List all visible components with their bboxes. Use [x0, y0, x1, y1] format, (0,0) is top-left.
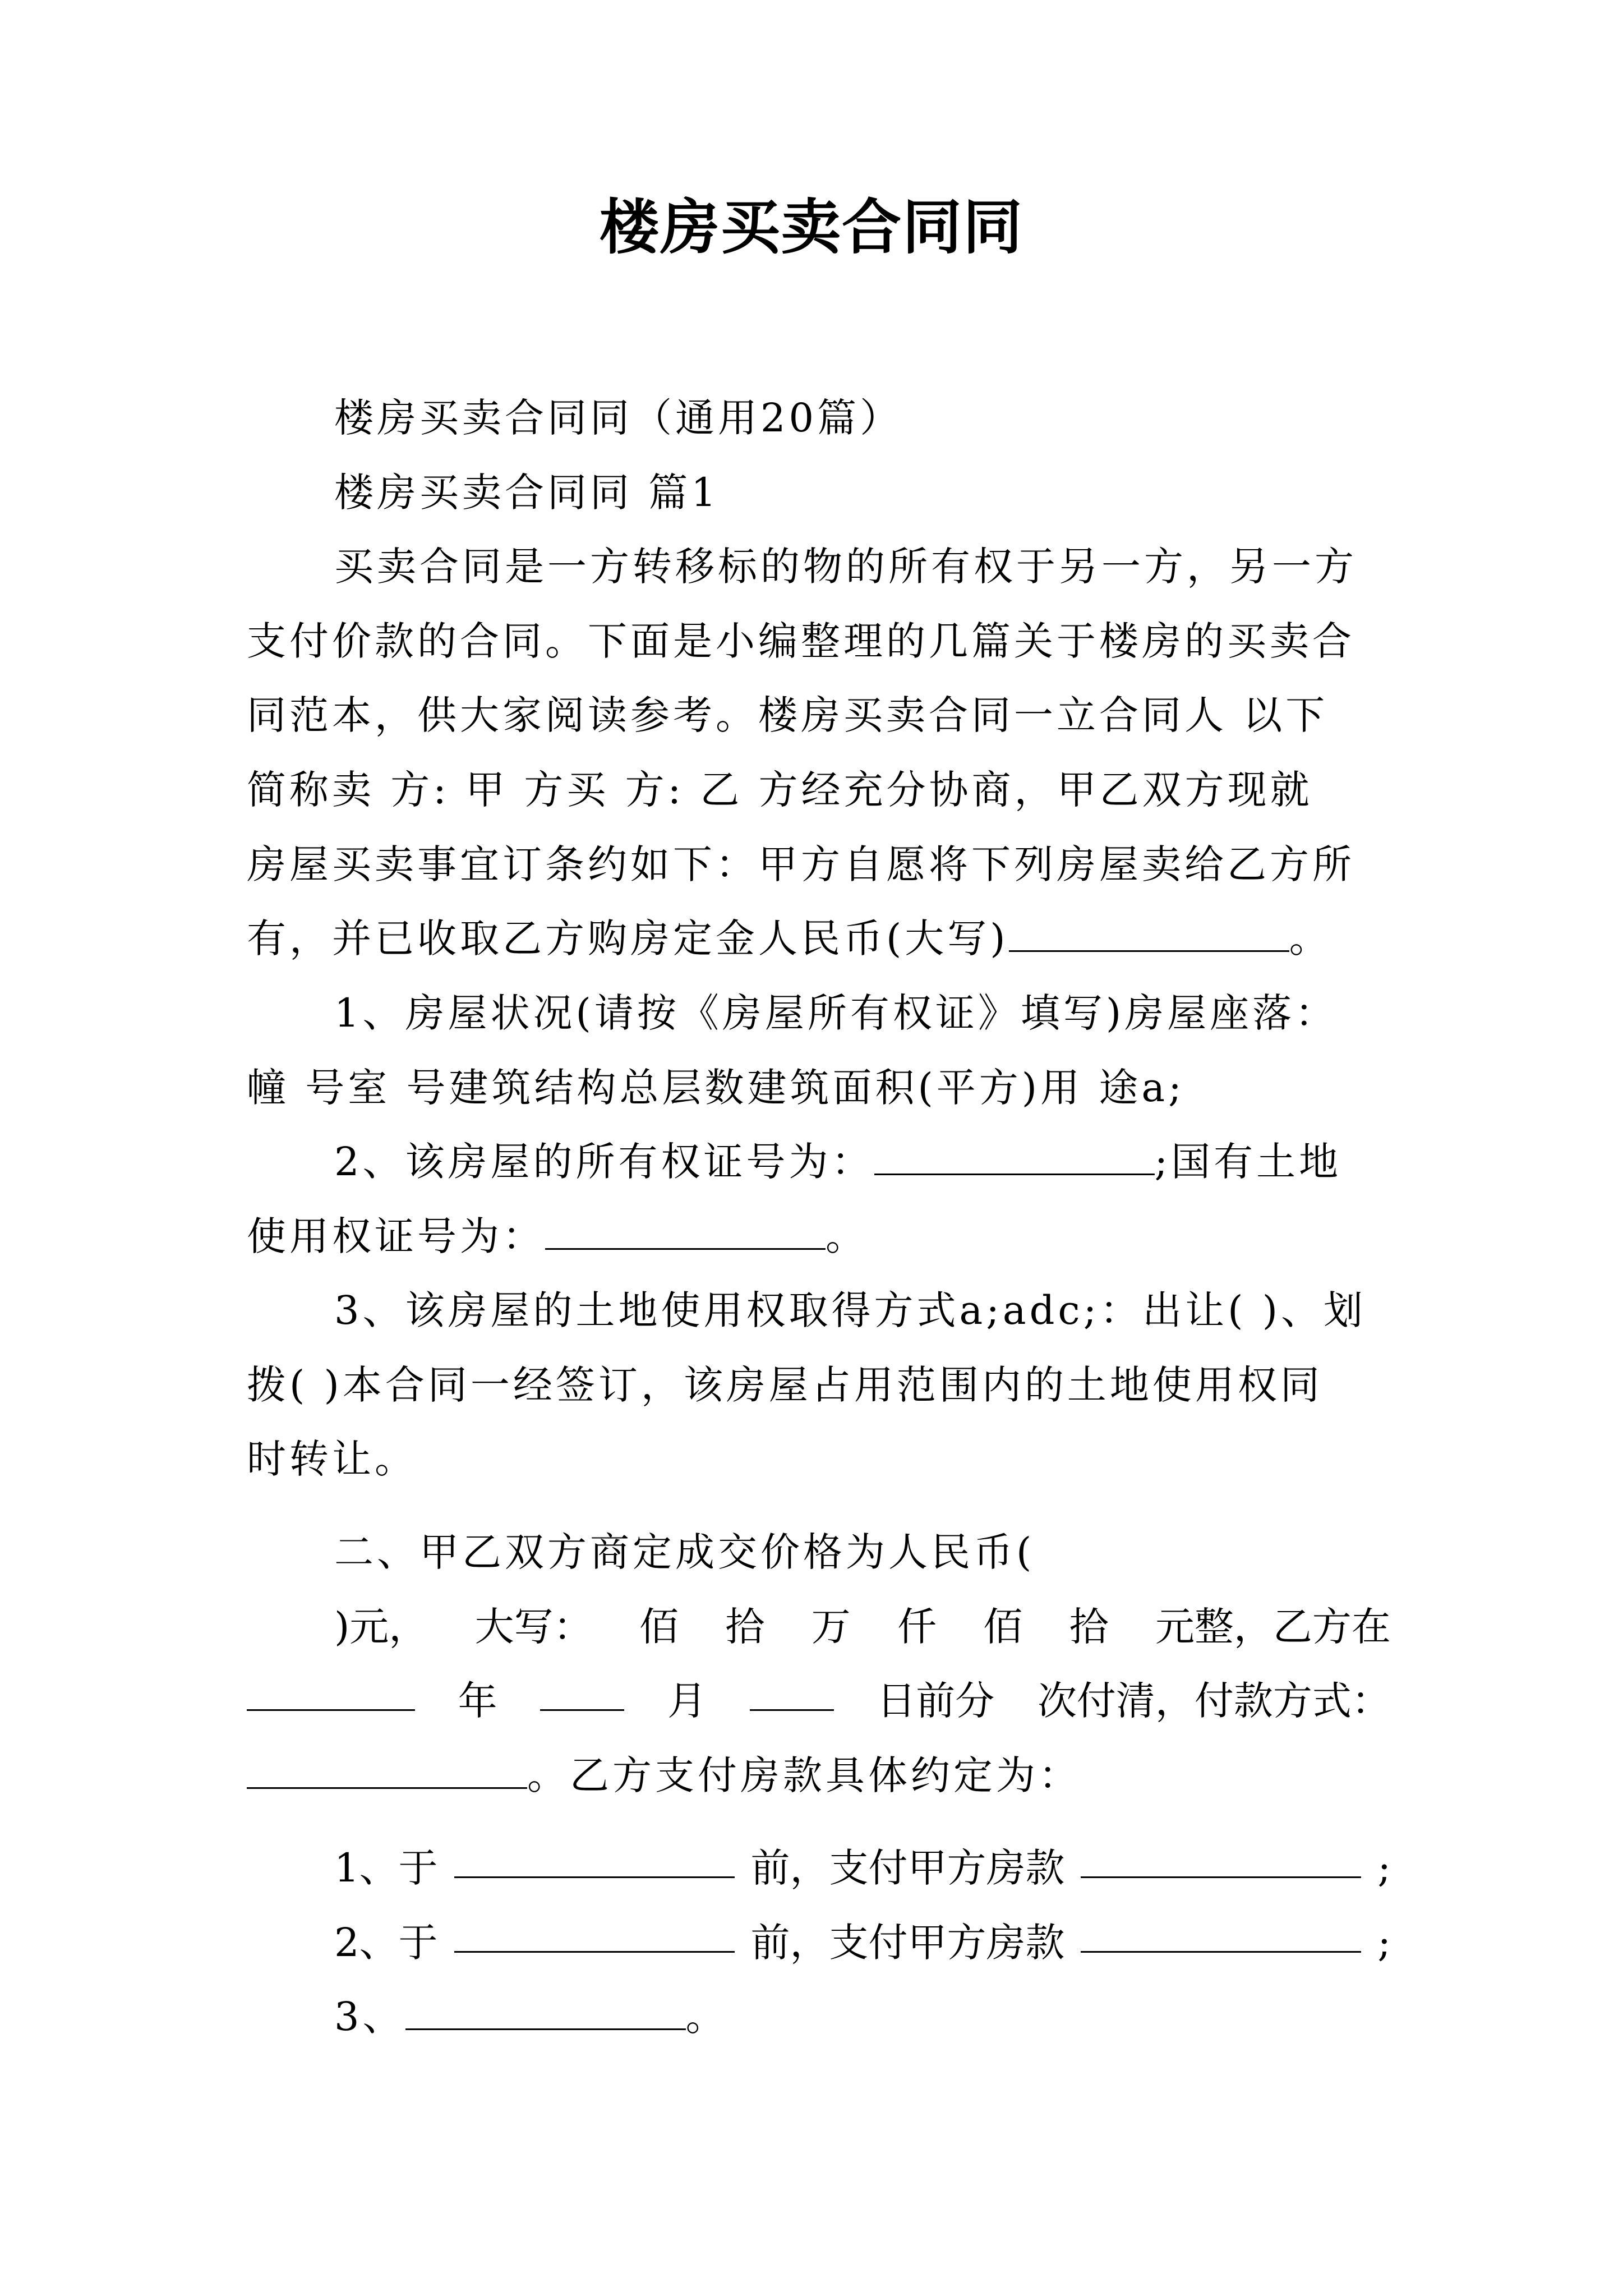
paragraph-line: 同范本，供大家阅读参考。楼房买卖合同一立合同人 以下	[247, 692, 1329, 738]
price-text: 佰	[639, 1604, 679, 1650]
clause-line: 时转让。	[247, 1436, 417, 1482]
paragraph-text: 有，并已收取乙方购房定金人民币(大写)	[247, 915, 1009, 961]
clause-line	[334, 1131, 1341, 1193]
fill-in-blank	[1009, 911, 1289, 952]
price-text: 年	[458, 1678, 497, 1724]
price-text: 。乙方支付房款具体约定为：	[527, 1752, 1081, 1798]
clause-line: 3、该房屋的土地使用权取得方式a;adc;：出让( )、划	[334, 1287, 1367, 1333]
price-text: 拾	[1069, 1604, 1109, 1650]
clause-text: 使用权证号为：	[247, 1213, 545, 1259]
price-clause-line	[247, 1745, 1081, 1806]
payment-line	[334, 1912, 1391, 1973]
payment-text: ;	[1377, 1845, 1391, 1891]
price-text: 仟	[897, 1604, 937, 1650]
clause-text: ;国有土地	[1154, 1139, 1342, 1185]
price-text: )元，	[334, 1604, 428, 1650]
fill-in-blank	[750, 1670, 834, 1711]
fill-in-blank	[1081, 1912, 1361, 1953]
paragraph-line: 房屋买卖事宜订条约如下：甲方自愿将下列房屋卖给乙方所	[247, 841, 1355, 887]
clause-line: 1、房屋状况(请按《房屋所有权证》填写)房屋座落：	[334, 990, 1338, 1036]
fill-in-blank	[540, 1670, 624, 1711]
clause-line	[247, 1205, 868, 1267]
payment-text: 前，支付甲方房款	[750, 1845, 1065, 1891]
fill-in-blank	[247, 1748, 527, 1789]
price-text: 大写：	[474, 1604, 593, 1650]
payment-text: 2、于	[334, 1920, 438, 1966]
fill-in-blank	[247, 1670, 415, 1711]
document-title: 楼房买卖合同同	[600, 192, 1023, 262]
fill-in-blank	[405, 1989, 686, 2030]
fill-in-blank	[1081, 1837, 1361, 1878]
clause-line: 拨( )本合同一经签订，该房屋占用范围内的土地使用权同	[247, 1362, 1323, 1408]
fill-in-blank	[454, 1837, 735, 1878]
payment-text: ;	[1377, 1920, 1391, 1966]
payment-text: 前，支付甲方房款	[750, 1920, 1065, 1966]
section-heading: 楼房买卖合同同 篇1	[334, 470, 720, 516]
fill-in-blank	[545, 1209, 826, 1250]
price-text: 佰	[983, 1604, 1023, 1650]
paragraph-text: 。	[1289, 915, 1332, 961]
price-text: 次付清，付款方式：	[1037, 1678, 1391, 1724]
clause-line: 幢 号室 号建筑结构总层数建筑面积(平方)用 途a;	[247, 1065, 1185, 1111]
paragraph-line	[247, 908, 1332, 969]
fill-in-blank	[874, 1134, 1155, 1175]
price-text: 月	[667, 1678, 707, 1724]
price-text: 日前分	[877, 1678, 995, 1724]
payment-text: 。	[685, 1994, 728, 2040]
paragraph-line: 支付价款的合同。下面是小编整理的几篇关于楼房的买卖合	[247, 618, 1355, 664]
price-clause-line	[247, 1670, 1391, 1732]
price-text: 万	[811, 1604, 851, 1650]
paragraph-line: 简称卖 方: 甲 方买 方: 乙 方经充分协商，甲乙双方现就	[247, 767, 1313, 813]
fill-in-blank	[454, 1912, 735, 1953]
price-clause-line: 二、甲乙双方商定成交价格为人民币(	[334, 1529, 1035, 1575]
document-subtitle: 楼房买卖合同同（通用20篇）	[334, 395, 903, 441]
clause-text: 。	[826, 1213, 868, 1259]
paragraph-line: 买卖合同是一方转移标的物的所有权于另一方，另一方	[334, 544, 1357, 590]
payment-text: 1、于	[334, 1845, 438, 1891]
payment-text: 3、	[334, 1994, 405, 2040]
payment-line	[334, 1986, 728, 2047]
price-text: 拾	[725, 1604, 765, 1650]
price-clause-line	[334, 1596, 1391, 1658]
clause-text: 2、该房屋的所有权证号为：	[334, 1139, 874, 1185]
price-text: 元整，乙方在	[1155, 1604, 1391, 1650]
payment-line	[334, 1837, 1391, 1899]
